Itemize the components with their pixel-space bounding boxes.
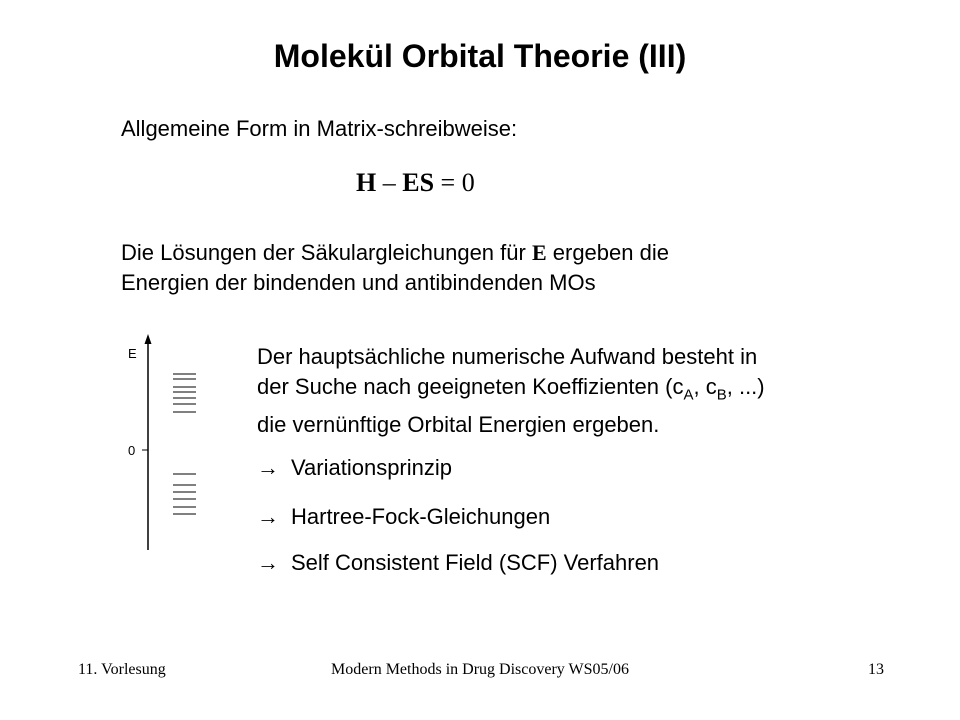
equation-equals: = — [434, 168, 462, 197]
footer-course-title: Modern Methods in Drug Discovery WS05/06 — [331, 661, 629, 678]
explanation-line-2-start: der Suche nach geeigneten Koeffizienten (c — [257, 374, 684, 399]
solutions-line-1 — [121, 238, 669, 268]
list-item-label: Variationsprinzip — [291, 455, 453, 480]
right-arrow-icon: → — [257, 504, 279, 529]
list-item-label: Self Consistent Field (SCF) Verfahren — [291, 550, 660, 575]
axis-label-e: E — [128, 346, 137, 361]
explanation-line-3: die vernünftige Orbital Energien ergeben. — [257, 412, 660, 438]
coefficient-subscript-b: B — [716, 386, 727, 404]
equation-es: ES — [402, 168, 435, 197]
equation-minus: – — [376, 168, 403, 197]
right-arrow-icon: → — [257, 455, 279, 480]
matrix-equation — [356, 168, 475, 198]
list-item — [257, 504, 550, 530]
solutions-line-1-end: ergeben die — [546, 240, 669, 265]
explanation-line-2 — [257, 372, 765, 410]
intro-text: Allgemeine Form in Matrix-schreibweise: — [121, 116, 518, 141]
solutions-line-2: Energien der bindenden und antibindenden MOs — [121, 270, 596, 295]
energy-level-diagram — [118, 330, 218, 560]
list-item-label: Hartree-Fock-Gleichungen — [291, 504, 551, 529]
list-item — [257, 550, 659, 576]
coefficient-subscript-a: A — [683, 386, 694, 404]
slide-title: Molekül Orbital Theorie (III) — [273, 38, 687, 74]
footer-lecture-number: 11. Vorlesung — [78, 661, 166, 678]
antibonding-levels — [173, 374, 196, 412]
footer-page-number: 13 — [868, 661, 884, 678]
right-arrow-icon: → — [257, 550, 279, 575]
list-item — [257, 455, 452, 481]
equation-h: H — [356, 168, 377, 197]
energy-symbol: E — [531, 240, 547, 265]
solutions-paragraph — [121, 238, 669, 298]
explanation-line-1: Der hauptsächliche numerische Aufwand besteht in — [257, 344, 758, 369]
equation-zero: 0 — [461, 168, 475, 197]
explanation-line-2-mid: , c — [693, 374, 717, 399]
solutions-line-1-start: Die Lösungen der Säkulargleichungen für — [121, 240, 532, 265]
explanation-paragraph — [257, 342, 765, 440]
axis-label-zero: 0 — [128, 443, 136, 458]
explanation-line-2-end: , ...) — [726, 374, 765, 399]
bonding-levels — [173, 474, 196, 514]
energy-axis-arrow — [145, 334, 152, 344]
